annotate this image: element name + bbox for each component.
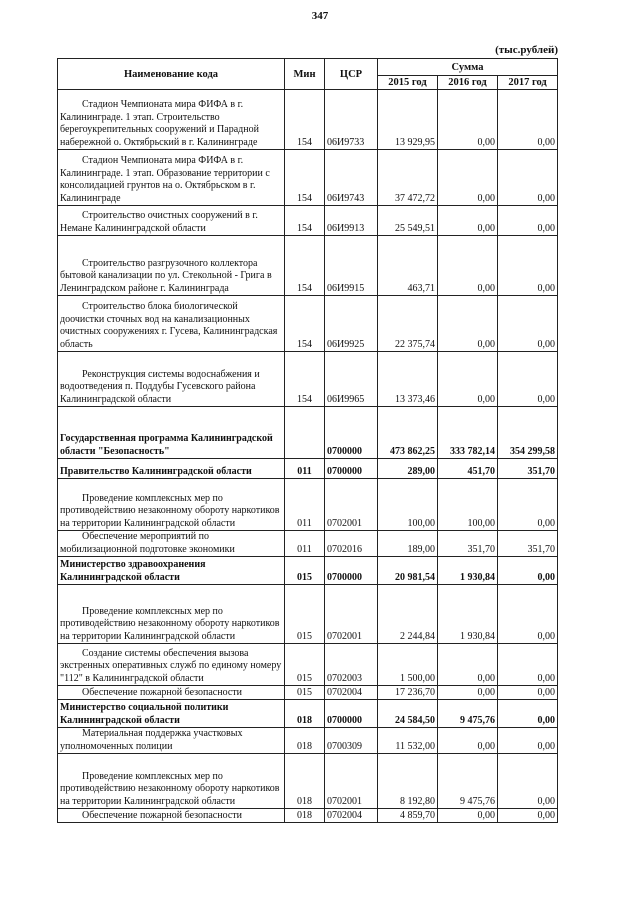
- row-2017-cell: 0,00: [498, 236, 558, 296]
- row-min-cell: 015: [285, 644, 325, 686]
- header-sum: Сумма: [378, 59, 558, 76]
- row-name-cell: Реконструкция системы водоснабжения и водоотведения п. Поддубы Гусевского района Калининградской области: [58, 352, 285, 407]
- table-row: [58, 754, 558, 809]
- table-row: [58, 459, 558, 479]
- row-name-cell: Создание системы обеспечения вызова экстренных оперативных служб по единому номеру "112" в Калининградской области: [58, 644, 285, 686]
- row-2016-cell: 0,00: [438, 686, 498, 700]
- row-2015-cell: 100,00: [378, 479, 438, 531]
- row-name-cell: Обеспечение мероприятий по мобилизационной подготовке экономики: [58, 531, 285, 557]
- table-body: [58, 90, 558, 823]
- row-2017-cell: 0,00: [498, 728, 558, 754]
- row-2017-cell: 354 299,58: [498, 407, 558, 459]
- table-row: [58, 296, 558, 352]
- header-name: Наименование кода: [58, 59, 285, 90]
- row-csr-cell: 0700000: [325, 700, 378, 728]
- table-row: [58, 531, 558, 557]
- row-2015-cell: 13 373,46: [378, 352, 438, 407]
- row-name-cell: Обеспечение пожарной безопасности: [58, 809, 285, 823]
- row-2017-cell: 0,00: [498, 700, 558, 728]
- row-name-cell: Стадион Чемпионата мира ФИФА в г. Калининграде. 1 этап. Образование территории с консолидацией грунтов на о. Октябрьском в г. Калининграде: [58, 150, 285, 206]
- row-2015-cell: 1 500,00: [378, 644, 438, 686]
- row-csr-cell: 0702001: [325, 754, 378, 809]
- row-name-cell: Материальная поддержка участковых уполномоченных полиции: [58, 728, 285, 754]
- row-name-cell: Строительство разгрузочного коллектора бытовой канализации по ул. Стекольной - Грига в Ленинградском районе г. Калининграда: [58, 236, 285, 296]
- row-min-cell: 154: [285, 150, 325, 206]
- row-2015-cell: 22 375,74: [378, 296, 438, 352]
- row-2017-cell: 0,00: [498, 644, 558, 686]
- row-2016-cell: 0,00: [438, 236, 498, 296]
- row-min-cell: 011: [285, 459, 325, 479]
- header-2016: 2016 год: [438, 76, 498, 90]
- row-2016-cell: 0,00: [438, 296, 498, 352]
- table-row: [58, 206, 558, 236]
- header-min: Мин: [285, 59, 325, 90]
- row-2017-cell: 351,70: [498, 531, 558, 557]
- table-row: [58, 809, 558, 823]
- header-2015: 2015 год: [378, 76, 438, 90]
- row-2016-cell: 0,00: [438, 728, 498, 754]
- row-2016-cell: 9 475,76: [438, 700, 498, 728]
- row-2016-cell: 0,00: [438, 90, 498, 150]
- table-row: [58, 686, 558, 700]
- row-csr-cell: 0700000: [325, 459, 378, 479]
- row-min-cell: 154: [285, 352, 325, 407]
- row-2015-cell: 13 929,95: [378, 90, 438, 150]
- units-label: (тыс.рублей): [495, 44, 558, 56]
- row-2016-cell: 100,00: [438, 479, 498, 531]
- table-row: [58, 150, 558, 206]
- table-row: [58, 728, 558, 754]
- row-name-cell: Строительство очистных сооружений в г. Немане Калининградской области: [58, 206, 285, 236]
- row-csr-cell: 0702003: [325, 644, 378, 686]
- row-2017-cell: 0,00: [498, 557, 558, 585]
- table-row: [58, 700, 558, 728]
- row-min-cell: 018: [285, 809, 325, 823]
- header-2017: 2017 год: [498, 76, 558, 90]
- row-name-cell: Обеспечение пожарной безопасности: [58, 686, 285, 700]
- row-min-cell: 018: [285, 700, 325, 728]
- row-min-cell: 018: [285, 754, 325, 809]
- row-min-cell: 015: [285, 585, 325, 644]
- row-2015-cell: 37 472,72: [378, 150, 438, 206]
- row-2016-cell: 0,00: [438, 206, 498, 236]
- row-name-cell: Проведение комплексных мер по противодействию незаконному обороту наркотиков на территории Калининградской области: [58, 585, 285, 644]
- row-min-cell: 011: [285, 531, 325, 557]
- row-2016-cell: 0,00: [438, 809, 498, 823]
- table-row: [58, 90, 558, 150]
- row-csr-cell: 0702001: [325, 585, 378, 644]
- row-2017-cell: 0,00: [498, 206, 558, 236]
- row-csr-cell: 06И9733: [325, 90, 378, 150]
- row-2016-cell: 0,00: [438, 352, 498, 407]
- row-2017-cell: 0,00: [498, 585, 558, 644]
- row-min-cell: 154: [285, 236, 325, 296]
- row-name-cell: Государственная программа Калининградской области "Безопасность": [58, 407, 285, 459]
- table-row: [58, 236, 558, 296]
- table-row: [58, 352, 558, 407]
- row-name-cell: Министерство социальной политики Калининградской области: [58, 700, 285, 728]
- row-2015-cell: 24 584,50: [378, 700, 438, 728]
- header-csr: ЦСР: [325, 59, 378, 90]
- row-2016-cell: 451,70: [438, 459, 498, 479]
- row-csr-cell: 0702001: [325, 479, 378, 531]
- row-2016-cell: 0,00: [438, 644, 498, 686]
- row-2017-cell: 351,70: [498, 459, 558, 479]
- row-2016-cell: 1 930,84: [438, 585, 498, 644]
- row-min-cell: 011: [285, 479, 325, 531]
- row-2016-cell: 0,00: [438, 150, 498, 206]
- row-2015-cell: 2 244,84: [378, 585, 438, 644]
- table-row: [58, 644, 558, 686]
- row-2016-cell: 351,70: [438, 531, 498, 557]
- row-name-cell: Стадион Чемпионата мира ФИФА в г. Калининграде. 1 этап. Строительство берегоукрепительных сооружений и Парадной набережной о. Октябрьский в г. Калининграде: [58, 90, 285, 150]
- row-2017-cell: 0,00: [498, 754, 558, 809]
- row-2017-cell: 0,00: [498, 90, 558, 150]
- row-min-cell: 154: [285, 296, 325, 352]
- row-min-cell: [285, 407, 325, 459]
- row-2017-cell: 0,00: [498, 809, 558, 823]
- row-name-cell: Проведение комплексных мер по противодействию незаконному обороту наркотиков на территории Калининградской области: [58, 754, 285, 809]
- row-csr-cell: 0700000: [325, 407, 378, 459]
- row-2015-cell: 17 236,70: [378, 686, 438, 700]
- table-row: [58, 479, 558, 531]
- row-2015-cell: 25 549,51: [378, 206, 438, 236]
- table-row: [58, 407, 558, 459]
- table-row: [58, 557, 558, 585]
- row-name-cell: Правительство Калининградской области: [58, 459, 285, 479]
- row-csr-cell: 0700000: [325, 557, 378, 585]
- row-min-cell: 018: [285, 728, 325, 754]
- row-csr-cell: 06И9925: [325, 296, 378, 352]
- page-number: 347: [311, 10, 329, 22]
- row-csr-cell: 06И9915: [325, 236, 378, 296]
- table-header: [58, 59, 558, 90]
- row-2016-cell: 9 475,76: [438, 754, 498, 809]
- row-name-cell: Министерство здравоохранения Калининградской области: [58, 557, 285, 585]
- row-csr-cell: 06И9743: [325, 150, 378, 206]
- row-min-cell: 015: [285, 557, 325, 585]
- row-2017-cell: 0,00: [498, 150, 558, 206]
- row-csr-cell: 06И9913: [325, 206, 378, 236]
- row-name-cell: Строительство блока биологической доочистки сточных вод на канализационных очистных сооружениях г. Гусева, Калининградская область: [58, 296, 285, 352]
- row-2015-cell: 473 862,25: [378, 407, 438, 459]
- row-2017-cell: 0,00: [498, 296, 558, 352]
- row-2017-cell: 0,00: [498, 352, 558, 407]
- row-2015-cell: 20 981,54: [378, 557, 438, 585]
- row-min-cell: 015: [285, 686, 325, 700]
- row-csr-cell: 0702004: [325, 809, 378, 823]
- budget-table: [57, 58, 558, 823]
- row-csr-cell: 0700309: [325, 728, 378, 754]
- row-min-cell: 154: [285, 206, 325, 236]
- row-2015-cell: 189,00: [378, 531, 438, 557]
- row-2017-cell: 0,00: [498, 686, 558, 700]
- row-min-cell: 154: [285, 90, 325, 150]
- row-2016-cell: 1 930,84: [438, 557, 498, 585]
- row-csr-cell: 0702016: [325, 531, 378, 557]
- row-2015-cell: 463,71: [378, 236, 438, 296]
- row-2017-cell: 0,00: [498, 479, 558, 531]
- row-2015-cell: 4 859,70: [378, 809, 438, 823]
- row-2016-cell: 333 782,14: [438, 407, 498, 459]
- row-csr-cell: 0702004: [325, 686, 378, 700]
- row-2015-cell: 289,00: [378, 459, 438, 479]
- row-2015-cell: 11 532,00: [378, 728, 438, 754]
- row-name-cell: Проведение комплексных мер по противодействию незаконному обороту наркотиков на территории Калининградской области: [58, 479, 285, 531]
- table-row: [58, 585, 558, 644]
- row-2015-cell: 8 192,80: [378, 754, 438, 809]
- row-csr-cell: 06И9965: [325, 352, 378, 407]
